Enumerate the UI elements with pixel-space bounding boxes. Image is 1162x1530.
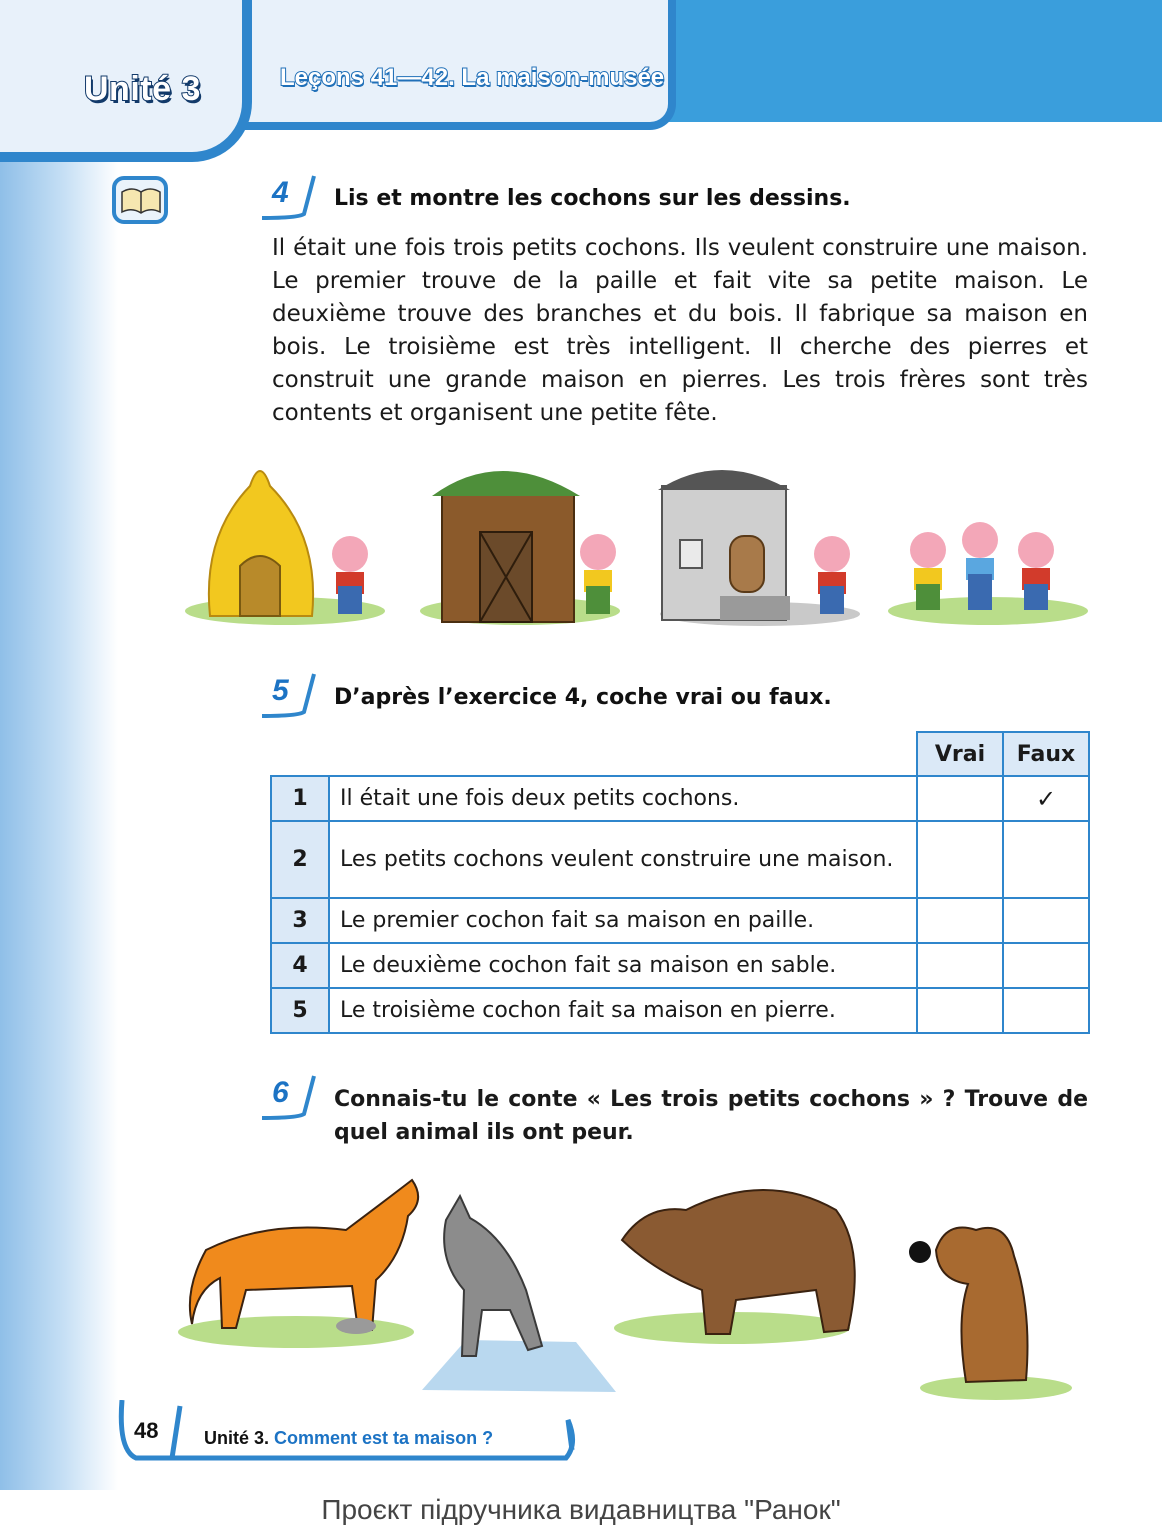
row-number: 5: [271, 988, 329, 1033]
dog-illustration: [909, 1228, 1072, 1401]
wolf-illustration: [422, 1196, 616, 1392]
column-header-vrai: Vrai: [917, 732, 1003, 776]
unit-label: Unité 3: [84, 70, 201, 108]
vrai-checkbox[interactable]: [917, 898, 1003, 943]
bear-illustration: [614, 1190, 855, 1344]
pig-3: [814, 536, 850, 614]
three-pigs-houses-illustration: [180, 446, 1090, 632]
column-header-faux: Faux: [1003, 732, 1089, 776]
side-gradient-strip: [0, 0, 118, 1490]
faux-checkbox[interactable]: ✓: [1003, 776, 1089, 821]
table-row: [271, 988, 1089, 1033]
table-row: [271, 898, 1089, 943]
table-row: [271, 776, 1089, 821]
animals-illustration: [176, 1160, 1086, 1410]
exercise-5-badge: [258, 672, 318, 724]
book-icon: [112, 176, 170, 228]
lesson-label: Leçons 41—42. La maison-musée: [280, 64, 665, 91]
table-header-row: [271, 732, 1089, 776]
footer-title: Comment est ta maison ?: [274, 1428, 494, 1448]
exercise-5-number: 5: [272, 674, 289, 707]
row-number: 4: [271, 943, 329, 988]
exercise-6-badge: [258, 1074, 318, 1126]
publisher-watermark: Проєкт підручника видавництва "Ранок": [321, 1494, 841, 1525]
row-statement: Le troisième cochon fait sa maison en pierre.: [329, 988, 917, 1033]
wooden-house: [432, 471, 580, 622]
faux-checkbox[interactable]: [1003, 821, 1089, 898]
stone-house: [658, 470, 790, 620]
row-number: 1: [271, 776, 329, 821]
faux-checkbox[interactable]: [1003, 898, 1089, 943]
row-number: 2: [271, 821, 329, 898]
row-number: 3: [271, 898, 329, 943]
vrai-checkbox[interactable]: [917, 988, 1003, 1033]
faux-checkbox[interactable]: [1003, 988, 1089, 1033]
footer-unit-label: Unité 3.: [204, 1428, 270, 1448]
page-number: 48: [134, 1418, 159, 1443]
exercise-4-text: Il était une fois trois petits cochons. Ils veulent construire une maison. Le premier trouve de la paille et fait vite sa petite maison. Le deuxième trouve des branches et du bois. Il fabrique sa maison en bois. Le troisième est très intelligent. Il cherche des pierres et construit une grande maison en pierres. Les trois frères sont très contents et organisent une petite fête.: [272, 235, 1088, 426]
faux-checkbox[interactable]: [1003, 943, 1089, 988]
table-row: [271, 821, 1089, 898]
straw-house: [209, 471, 313, 616]
exercise-5-title: D’après l’exercice 4, coche vrai ou faux.: [334, 685, 832, 710]
vrai-checkbox[interactable]: [917, 776, 1003, 821]
header-band: [660, 0, 1162, 122]
row-statement: Il était une fois deux petits cochons.: [329, 776, 917, 821]
exercise-4-badge: [258, 174, 318, 226]
vrai-checkbox[interactable]: [917, 943, 1003, 988]
exercise-4-title: Lis et montre les cochons sur les dessins.: [334, 186, 851, 211]
vrai-checkbox[interactable]: [917, 821, 1003, 898]
row-statement: Le premier cochon fait sa maison en paille.: [329, 898, 917, 943]
row-statement: Le deuxième cochon fait sa maison en sable.: [329, 943, 917, 988]
row-statement: Les petits cochons veulent construire une maison.: [329, 821, 917, 898]
exercise-4-number: 4: [272, 176, 289, 209]
three-pigs: [910, 522, 1054, 610]
tiger-illustration: [178, 1180, 418, 1348]
exercise-6-title: Connais-tu le conte « Les trois petits cochons » ? Trouve de quel animal ils ont peur.: [334, 1087, 1088, 1145]
exercise-6-number: 6: [272, 1076, 289, 1109]
table-row: [271, 943, 1089, 988]
footer-unit: [204, 1428, 493, 1449]
true-false-table: [270, 731, 1090, 1034]
